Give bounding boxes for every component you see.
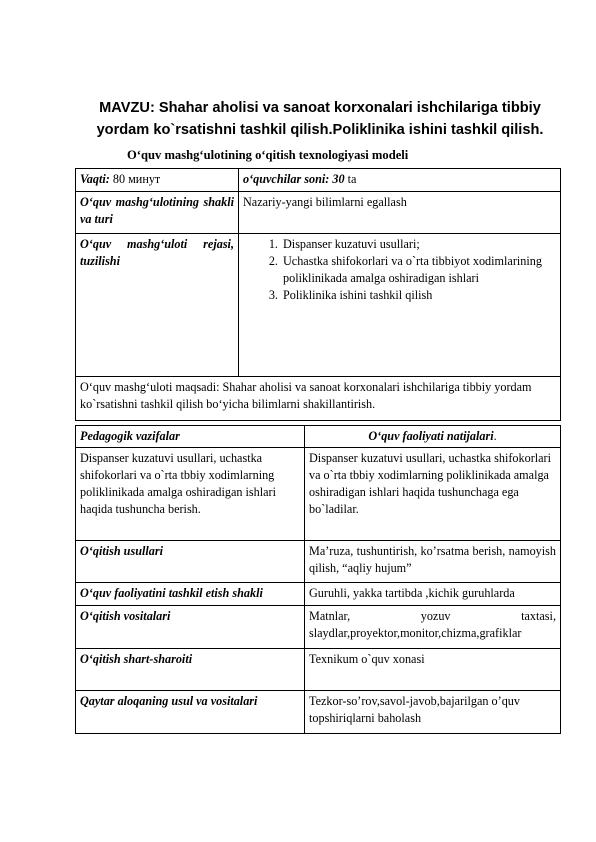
teaching-methods-label: O‘qitish usullari — [76, 541, 305, 583]
lesson-plan-label: O‘quv mashg‘uloti rejasi, tuzilishi — [76, 234, 239, 377]
time-label: Vaqti: — [80, 172, 110, 186]
title-line-1: MAVZU: Shahar aholisi va sanoat korxonalari ishchilariga tibbiy — [99, 100, 541, 116]
teaching-conditions-label: O‘qitish shart-sharoiti — [76, 649, 305, 691]
lesson-info-table — [75, 168, 561, 421]
teaching-tools-label: O‘qitish vositalari — [76, 606, 305, 649]
students-cell — [239, 169, 561, 192]
model-subtitle: O‘quv mashg‘ulotining o‘qitish texnologiyasi modeli — [127, 148, 409, 162]
pedagogic-task-text: Dispanser kuzatuvi usullari, uchastka shifokorlari va o`rta tbbiy xodimlarning poliklinikada amalga oshiradigan ishlari haqida tushuncha berish. — [76, 448, 305, 541]
plan-item: 3. Poliklinika ishini tashkil qilish — [281, 287, 556, 304]
time-value: 80 минут — [109, 172, 161, 186]
results-header-suffix: . — [493, 429, 497, 443]
teaching-conditions-value: Texnikum o`quv xonasi — [305, 649, 561, 691]
pedagogy-table — [75, 425, 561, 734]
lesson-type-value: Nazariy-yangi bilimlarni egallash — [239, 192, 561, 234]
teaching-methods-value: Ma’ruza, tushuntirish, ko’rsatma berish, namoyish qilish, “aqliy hujum” — [305, 541, 561, 583]
students-value: ta — [344, 172, 357, 186]
students-label: o‘quvchilar soni: 30 — [243, 172, 345, 186]
lesson-goal: O‘quv mashg‘uloti maqsadi: Shahar aholisi va sanoat korxonalari ishchilariga tibbiy yordam ko`rsatishni tashkil qilish bo‘yicha bilimlarni shakillantirish. — [76, 377, 561, 421]
results-header: O‘quv faoliyati natijalari — [368, 429, 494, 443]
lesson-type-label: O‘quv mashg‘ulotining shakli va turi — [76, 192, 239, 234]
organization-form-value: Guruhli, yakka tartibda ,kichik guruhlarda — [305, 583, 561, 606]
lesson-plan-cell — [239, 234, 561, 377]
pedagogic-tasks-header: Pedagogik vazifalar — [76, 426, 305, 448]
feedback-methods-value: Tezkor-so’rov,savol-javob,bajarilgan o’quv topshiriqlarni baholash — [305, 691, 561, 734]
results-header-cell — [305, 426, 561, 448]
lesson-plan-list — [243, 236, 556, 304]
plan-item: 2. Uchastka shifokorlari va o`rta tibbiyot xodimlarining poliklinikada amalga oshiradigan ishlari — [281, 253, 556, 287]
organization-form-label: O‘quv faoliyatini tashkil etish shakli — [76, 583, 305, 606]
teaching-tools-value: Matnlar, yozuv taxtasi, slaydlar,proyektor,monitor,chizma,grafiklar — [305, 606, 561, 649]
title-line-2: yordam ko`rsatishni tashkil qilish.Poliklinika ishini tashkil qilish. — [96, 122, 544, 138]
learning-result-text: Dispanser kuzatuvi usullari, uchastka shifokorlari va o`rta tbbiy xodimlarning poliklinikada amalga oshiradigan ishlari haqida tushunchaga ega bo`ladilar. — [305, 448, 561, 541]
plan-item: 1. Dispanser kuzatuvi usullari; — [281, 236, 556, 253]
page-title — [80, 97, 560, 141]
time-cell — [76, 169, 239, 192]
feedback-methods-label: Qaytar aloqaning usul va vositalari — [76, 691, 305, 734]
